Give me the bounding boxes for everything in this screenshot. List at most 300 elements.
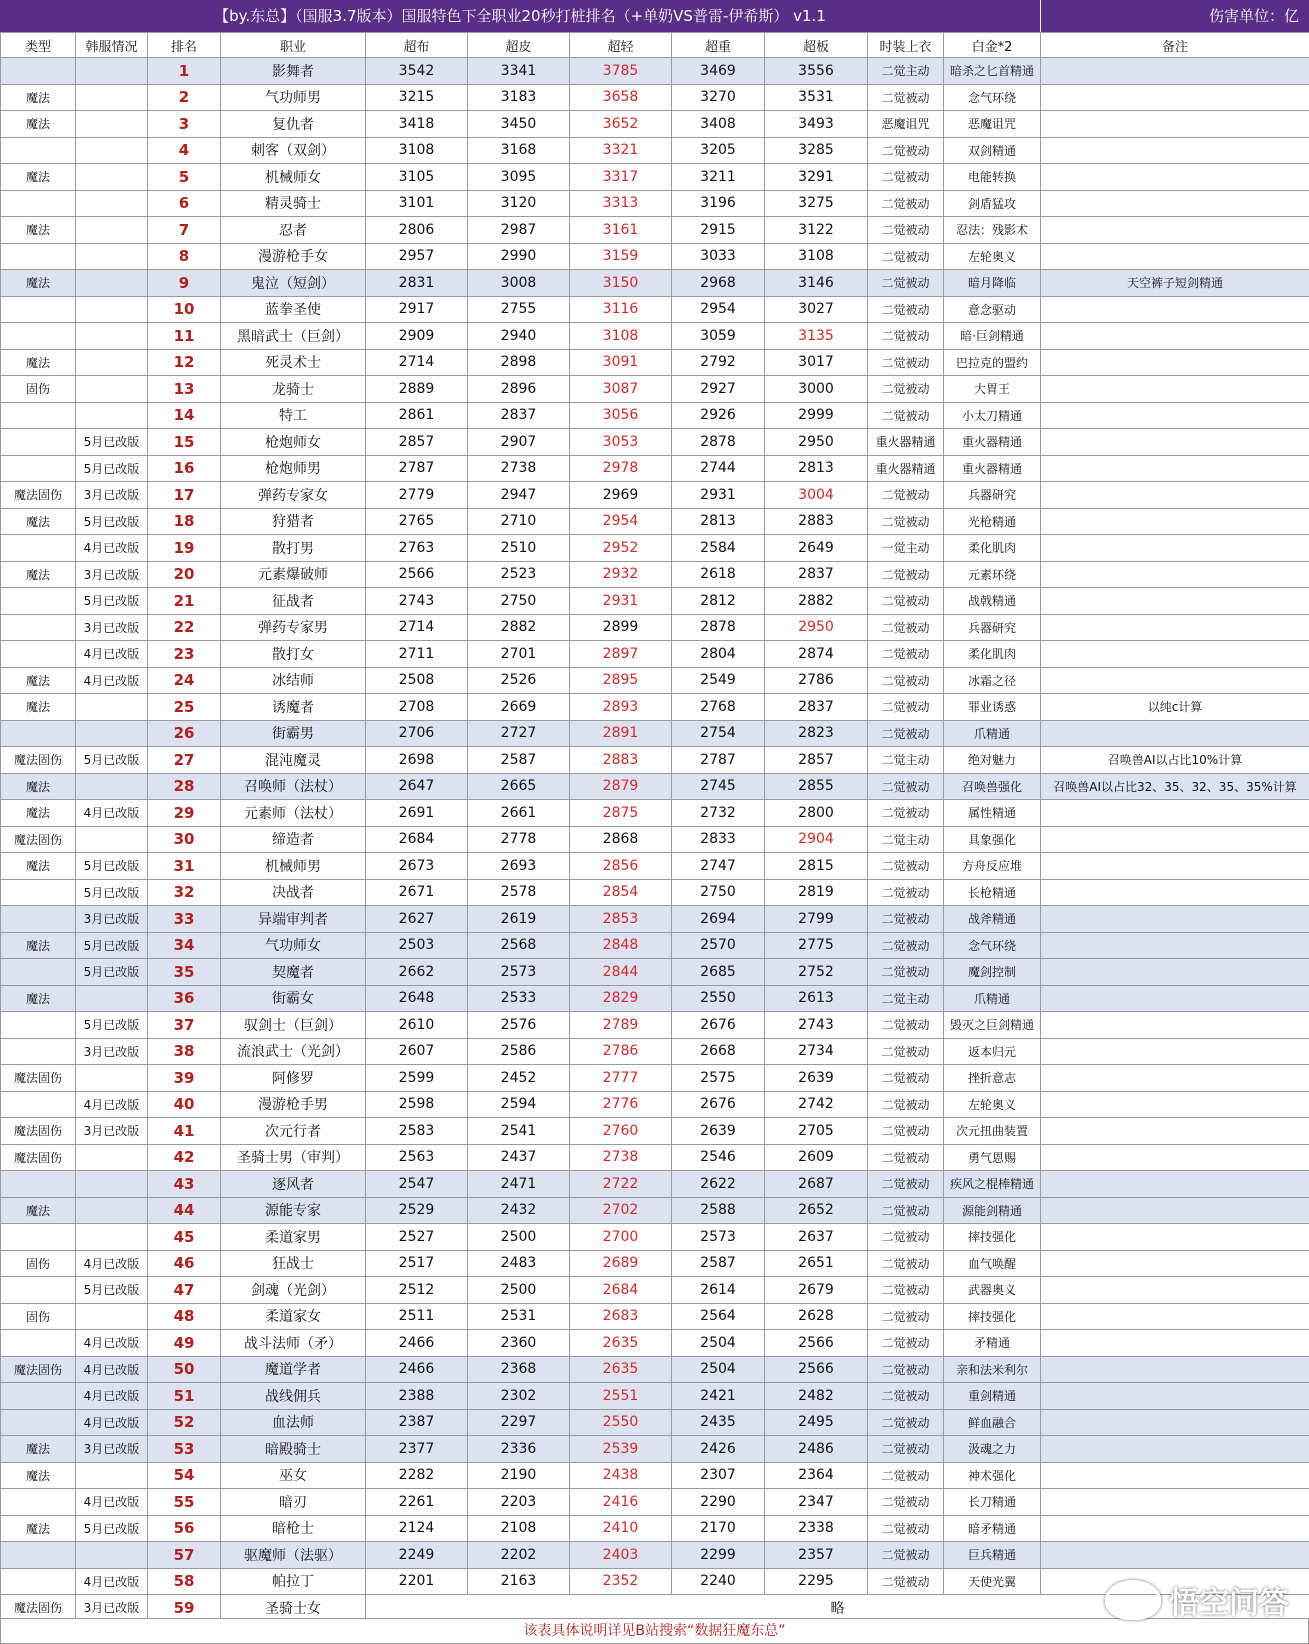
- table-row: [1, 535, 1309, 562]
- cell-cloth: 2806: [366, 217, 468, 244]
- cell-plate: 2752: [765, 959, 868, 986]
- table-row: [1, 1436, 1309, 1463]
- cell-plate: 2775: [765, 932, 868, 959]
- cell-rank: 26: [148, 720, 221, 747]
- cell-kr-status: [76, 773, 148, 800]
- cell-light: 3053: [570, 429, 672, 456]
- cell-platinum: 绝对魅力: [944, 747, 1041, 774]
- cell-note: [1041, 296, 1309, 323]
- table-row: [1, 1383, 1309, 1410]
- cell-coat: 二觉被动: [868, 84, 944, 111]
- cell-heavy: 2927: [672, 376, 765, 403]
- cell-rank: 36: [148, 985, 221, 1012]
- cell-platinum: 双剑精通: [944, 137, 1041, 164]
- cell-note: 天空裤子短剑精通: [1041, 270, 1309, 297]
- cell-coat: 二觉被动: [868, 1250, 944, 1277]
- table-row: [1, 1250, 1309, 1277]
- cell-coat: 二觉被动: [868, 1224, 944, 1251]
- table-row: [1, 1224, 1309, 1251]
- cell-heavy: 2570: [672, 932, 765, 959]
- cell-cloth: 2706: [366, 720, 468, 747]
- cell-coat: 二觉被动: [868, 1330, 944, 1357]
- cell-job: 逐风者: [221, 1171, 366, 1198]
- cell-note: [1041, 561, 1309, 588]
- watermark: [1105, 1578, 1289, 1622]
- cell-rank: 23: [148, 641, 221, 668]
- cell-job: 圣骑士男（审判）: [221, 1144, 366, 1171]
- cell-plate: 2800: [765, 800, 868, 827]
- cell-coat: 二觉被动: [868, 561, 944, 588]
- cell-rank: 12: [148, 349, 221, 376]
- cell-coat: 二觉被动: [868, 482, 944, 509]
- watermark-text: 悟空问答: [1169, 1586, 1289, 1621]
- cell-type: 魔法: [1, 1436, 76, 1463]
- cell-plate: 2705: [765, 1118, 868, 1145]
- cell-coat: 二觉被动: [868, 773, 944, 800]
- cell-type: [1, 588, 76, 615]
- cell-job: 特工: [221, 402, 366, 429]
- table-row: [1, 1091, 1309, 1118]
- cell-cloth: 2627: [366, 906, 468, 933]
- cell-coat: 二觉被动: [868, 402, 944, 429]
- cell-rank: 52: [148, 1409, 221, 1436]
- cell-note: [1041, 1118, 1309, 1145]
- cell-rank: 39: [148, 1065, 221, 1092]
- cell-coat: 二觉被动: [868, 217, 944, 244]
- cell-leather: 2882: [468, 614, 570, 641]
- cell-job: 鬼泣（短剑）: [221, 270, 366, 297]
- cell-job: 精灵骑士: [221, 190, 366, 217]
- cell-job: 死灵术士: [221, 349, 366, 376]
- header-coat: 时装上衣: [868, 33, 944, 58]
- cell-kr-status: [76, 1144, 148, 1171]
- cell-note: [1041, 588, 1309, 615]
- cell-coat: 二觉被动: [868, 1383, 944, 1410]
- cell-type: 魔法固伤: [1, 747, 76, 774]
- cell-plate: 3275: [765, 190, 868, 217]
- cell-rank: 53: [148, 1436, 221, 1463]
- cell-type: [1, 1038, 76, 1065]
- cell-job: 召唤师（法杖）: [221, 773, 366, 800]
- cell-heavy: 2622: [672, 1171, 765, 1198]
- cell-kr-status: 4月已改版: [76, 1250, 148, 1277]
- cell-leather: 2432: [468, 1197, 570, 1224]
- cell-platinum: 矛精通: [944, 1330, 1041, 1357]
- cell-coat: 二觉被动: [868, 1012, 944, 1039]
- cell-kr-status: [76, 694, 148, 721]
- cell-heavy: 2954: [672, 296, 765, 323]
- cell-plate: 2813: [765, 455, 868, 482]
- cell-rank: 13: [148, 376, 221, 403]
- cell-kr-status: 5月已改版: [76, 508, 148, 535]
- cell-plate: 2837: [765, 694, 868, 721]
- cell-light: 3087: [570, 376, 672, 403]
- cell-plate: 2652: [765, 1197, 868, 1224]
- cell-coat: 二觉被动: [868, 1197, 944, 1224]
- cell-rank: 11: [148, 323, 221, 350]
- cell-plate: 2651: [765, 1250, 868, 1277]
- table-row: [1, 1277, 1309, 1304]
- cell-job: 复仇者: [221, 111, 366, 138]
- cell-note: [1041, 217, 1309, 244]
- cell-plate: 2486: [765, 1436, 868, 1463]
- cell-light: 3108: [570, 323, 672, 350]
- cell-cloth: 2691: [366, 800, 468, 827]
- table-row: [1, 429, 1309, 456]
- cell-type: [1, 1171, 76, 1198]
- cell-platinum: 次元扭曲装置: [944, 1118, 1041, 1145]
- cell-plate: 2482: [765, 1383, 868, 1410]
- cell-plate: 2742: [765, 1091, 868, 1118]
- cell-type: 魔法固伤: [1, 482, 76, 509]
- cell-coat: 二觉被动: [868, 1356, 944, 1383]
- cell-type: [1, 323, 76, 350]
- cell-cloth: 2708: [366, 694, 468, 721]
- cell-heavy: 2549: [672, 667, 765, 694]
- cell-rank: 41: [148, 1118, 221, 1145]
- cell-light: 2700: [570, 1224, 672, 1251]
- table-row: [1, 853, 1309, 880]
- cell-heavy: 2926: [672, 402, 765, 429]
- cell-plate: 2364: [765, 1462, 868, 1489]
- cell-type: [1, 402, 76, 429]
- cell-type: 魔法: [1, 349, 76, 376]
- cell-platinum: 摔技强化: [944, 1303, 1041, 1330]
- cell-note: [1041, 1515, 1309, 1542]
- cell-light: 2897: [570, 641, 672, 668]
- cell-heavy: 3205: [672, 137, 765, 164]
- header-type: 类型: [1, 33, 76, 58]
- cell-coat: 二觉被动: [868, 1065, 944, 1092]
- cell-note: 召唤兽AI以占比32、35、32、35、35%计算: [1041, 773, 1309, 800]
- cell-leather: 2202: [468, 1542, 570, 1569]
- cell-cloth: 2547: [366, 1171, 468, 1198]
- cell-kr-status: 5月已改版: [76, 747, 148, 774]
- cell-leather: 2471: [468, 1171, 570, 1198]
- cell-cloth: 2511: [366, 1303, 468, 1330]
- cell-coat: 二觉被动: [868, 614, 944, 641]
- cell-type: 魔法: [1, 694, 76, 721]
- cell-note: [1041, 1224, 1309, 1251]
- cell-rank: 44: [148, 1197, 221, 1224]
- cell-coat: 二觉被动: [868, 853, 944, 880]
- cell-type: 魔法固伤: [1, 1144, 76, 1171]
- cell-leather: 2619: [468, 906, 570, 933]
- cell-cloth: 2466: [366, 1356, 468, 1383]
- cell-coat: 二觉被动: [868, 879, 944, 906]
- cell-platinum: 意念驱动: [944, 296, 1041, 323]
- cell-note: [1041, 1542, 1309, 1569]
- cell-cloth: 2503: [366, 932, 468, 959]
- cell-leather: 2594: [468, 1091, 570, 1118]
- cell-light: 3652: [570, 111, 672, 138]
- cell-job: 次元行者: [221, 1118, 366, 1145]
- cell-kr-status: [76, 84, 148, 111]
- cell-cloth: 2647: [366, 773, 468, 800]
- cell-platinum: 属性精通: [944, 800, 1041, 827]
- cell-kr-status: [76, 111, 148, 138]
- cell-heavy: 3469: [672, 58, 765, 85]
- table-row: [1, 1303, 1309, 1330]
- cell-heavy: 2587: [672, 1250, 765, 1277]
- cell-coat: 二觉被动: [868, 959, 944, 986]
- cell-coat: 二觉被动: [868, 1171, 944, 1198]
- cell-rank: 58: [148, 1568, 221, 1595]
- cell-heavy: 3211: [672, 164, 765, 191]
- cell-leather: 2297: [468, 1409, 570, 1436]
- cell-job: 漫游枪手女: [221, 243, 366, 270]
- cell-light: 2978: [570, 455, 672, 482]
- cell-heavy: 2546: [672, 1144, 765, 1171]
- cell-kr-status: 5月已改版: [76, 932, 148, 959]
- cell-heavy: 2564: [672, 1303, 765, 1330]
- cell-platinum: 大胃王: [944, 376, 1041, 403]
- cell-note: 召唤兽AI以占比10%计算: [1041, 747, 1309, 774]
- table-row: [1, 164, 1309, 191]
- cell-heavy: 2754: [672, 720, 765, 747]
- cell-coat: 二觉被动: [868, 906, 944, 933]
- cell-cloth: 2714: [366, 614, 468, 641]
- cell-job: 龙骑士: [221, 376, 366, 403]
- cell-leather: 2578: [468, 879, 570, 906]
- cell-kr-status: 4月已改版: [76, 1330, 148, 1357]
- ranking-rows: [1, 58, 1309, 1622]
- cell-rank: 17: [148, 482, 221, 509]
- cell-kr-status: 3月已改版: [76, 561, 148, 588]
- cell-rank: 35: [148, 959, 221, 986]
- cell-light: 2760: [570, 1118, 672, 1145]
- cell-platinum: 返本归元: [944, 1038, 1041, 1065]
- cell-heavy: 2744: [672, 455, 765, 482]
- cell-light: 2931: [570, 588, 672, 615]
- cell-leather: 2510: [468, 535, 570, 562]
- cell-leather: 2190: [468, 1462, 570, 1489]
- cell-type: [1, 1330, 76, 1357]
- cell-light: 3785: [570, 58, 672, 85]
- cell-note: [1041, 58, 1309, 85]
- cell-light: 2635: [570, 1330, 672, 1357]
- cell-job: 异端审判者: [221, 906, 366, 933]
- cell-light: 3116: [570, 296, 672, 323]
- cell-rank: 24: [148, 667, 221, 694]
- cell-leather: 2661: [468, 800, 570, 827]
- cell-cloth: 2387: [366, 1409, 468, 1436]
- table-row: [1, 667, 1309, 694]
- cell-note: [1041, 1489, 1309, 1516]
- table-row: [1, 1038, 1309, 1065]
- cell-leather: 2203: [468, 1489, 570, 1516]
- cell-coat: 一觉主动: [868, 535, 944, 562]
- cell-job: 魔道学者: [221, 1356, 366, 1383]
- cell-leather: 2987: [468, 217, 570, 244]
- table-row: [1, 217, 1309, 244]
- cell-type: [1, 1542, 76, 1569]
- cell-platinum: 挫折意志: [944, 1065, 1041, 1092]
- table-row: [1, 482, 1309, 509]
- cell-platinum: 冰霜之径: [944, 667, 1041, 694]
- cell-leather: 2990: [468, 243, 570, 270]
- cell-heavy: 2504: [672, 1356, 765, 1383]
- cell-type: 魔法: [1, 1515, 76, 1542]
- cell-leather: 2755: [468, 296, 570, 323]
- cell-kr-status: [76, 1197, 148, 1224]
- cell-kr-status: 4月已改版: [76, 641, 148, 668]
- cell-leather: 2669: [468, 694, 570, 721]
- cell-rank: 40: [148, 1091, 221, 1118]
- cell-plate: 2904: [765, 826, 868, 853]
- table-row: [1, 111, 1309, 138]
- cell-plate: 3000: [765, 376, 868, 403]
- cell-light: 2539: [570, 1436, 672, 1463]
- cell-leather: 2576: [468, 1012, 570, 1039]
- cell-type: 魔法: [1, 270, 76, 297]
- cell-plate: 3493: [765, 111, 868, 138]
- cell-kr-status: [76, 985, 148, 1012]
- cell-job: 弹药专家女: [221, 482, 366, 509]
- cell-plate: 2566: [765, 1356, 868, 1383]
- cell-light: 2738: [570, 1144, 672, 1171]
- cell-note: [1041, 1277, 1309, 1304]
- cell-note: [1041, 720, 1309, 747]
- cell-job: 元素爆破师: [221, 561, 366, 588]
- cell-type: 魔法: [1, 508, 76, 535]
- cell-light: 3321: [570, 137, 672, 164]
- cell-leather: 2587: [468, 747, 570, 774]
- cell-job: 诱魔者: [221, 694, 366, 721]
- cell-job: 元素师（法杖）: [221, 800, 366, 827]
- cell-type: 魔法: [1, 773, 76, 800]
- cell-note: [1041, 1356, 1309, 1383]
- cell-note: [1041, 455, 1309, 482]
- header-cloth: 超布: [366, 33, 468, 58]
- cell-note: [1041, 800, 1309, 827]
- cell-plate: 2613: [765, 985, 868, 1012]
- cell-note: [1041, 853, 1309, 880]
- cell-job: 机械师女: [221, 164, 366, 191]
- cell-rank: 21: [148, 588, 221, 615]
- cell-leather: 2437: [468, 1144, 570, 1171]
- cell-type: [1, 535, 76, 562]
- cell-leather: 2750: [468, 588, 570, 615]
- cell-light: 2895: [570, 667, 672, 694]
- cell-kr-status: 5月已改版: [76, 853, 148, 880]
- cell-cloth: 2598: [366, 1091, 468, 1118]
- cell-job: 驱魔师（法驱）: [221, 1542, 366, 1569]
- cell-note: [1041, 1462, 1309, 1489]
- cell-kr-status: 5月已改版: [76, 1012, 148, 1039]
- cell-type: 魔法: [1, 853, 76, 880]
- cell-light: 2954: [570, 508, 672, 535]
- cell-leather: 2710: [468, 508, 570, 535]
- table-row: [1, 402, 1309, 429]
- cell-light: 2891: [570, 720, 672, 747]
- cell-cloth: 2261: [366, 1489, 468, 1516]
- cell-note: [1041, 826, 1309, 853]
- cell-leather: 2108: [468, 1515, 570, 1542]
- cell-cloth: 2517: [366, 1250, 468, 1277]
- cell-kr-status: 4月已改版: [76, 535, 148, 562]
- cell-note: [1041, 614, 1309, 641]
- ranking-table: [0, 32, 1309, 1622]
- cell-cloth: 3108: [366, 137, 468, 164]
- cell-plate: 3291: [765, 164, 868, 191]
- cell-cloth: 2857: [366, 429, 468, 456]
- cell-note: [1041, 1038, 1309, 1065]
- cell-cloth: 3215: [366, 84, 468, 111]
- cell-light: 2352: [570, 1568, 672, 1595]
- cell-coat: 二觉主动: [868, 985, 944, 1012]
- cell-job: 缔造者: [221, 826, 366, 853]
- cell-light: 2683: [570, 1303, 672, 1330]
- cell-leather: 2940: [468, 323, 570, 350]
- cell-note: 以纯c计算: [1041, 694, 1309, 721]
- cell-plate: 2743: [765, 1012, 868, 1039]
- cell-heavy: 2573: [672, 1224, 765, 1251]
- cell-job: 流浪武士（光剑）: [221, 1038, 366, 1065]
- table-row: [1, 641, 1309, 668]
- cell-rank: 33: [148, 906, 221, 933]
- cell-rank: 59: [148, 1595, 221, 1622]
- sheet-title: 【by.东总】（国服3.7版本）国服特色下全职业20秒打桩排名（+单奶VS普雷-伊希斯） v1.1: [0, 0, 1041, 32]
- header-rank: 排名: [148, 33, 221, 58]
- cell-coat: 二觉被动: [868, 323, 944, 350]
- cell-job: 冰结师: [221, 667, 366, 694]
- table-row: [1, 1356, 1309, 1383]
- cell-note: [1041, 932, 1309, 959]
- table-row: [1, 1462, 1309, 1489]
- cell-kr-status: [76, 1462, 148, 1489]
- cell-type: [1, 1409, 76, 1436]
- cell-note: [1041, 959, 1309, 986]
- cell-job: 狩猎者: [221, 508, 366, 535]
- cell-kr-status: 3月已改版: [76, 1038, 148, 1065]
- cell-light: 2969: [570, 482, 672, 509]
- cell-rank: 49: [148, 1330, 221, 1357]
- cell-platinum: 鲜血融合: [944, 1409, 1041, 1436]
- cell-kr-status: 4月已改版: [76, 1409, 148, 1436]
- cell-platinum: 具象强化: [944, 826, 1041, 853]
- cell-kr-status: [76, 137, 148, 164]
- cell-heavy: 2915: [672, 217, 765, 244]
- cell-leather: 2665: [468, 773, 570, 800]
- table-row: [1, 1144, 1309, 1171]
- cell-job: 黑暗武士（巨剑）: [221, 323, 366, 350]
- cell-type: 魔法固伤: [1, 1356, 76, 1383]
- cell-cloth: 2249: [366, 1542, 468, 1569]
- cell-leather: 2302: [468, 1383, 570, 1410]
- cell-plate: 2357: [765, 1542, 868, 1569]
- table-row: [1, 455, 1309, 482]
- cell-job: 血法师: [221, 1409, 366, 1436]
- cell-job: 圣骑士女: [221, 1595, 366, 1622]
- cell-coat: 二觉被动: [868, 667, 944, 694]
- cell-job: 暗枪士: [221, 1515, 366, 1542]
- cell-note: [1041, 164, 1309, 191]
- cell-leather: 2701: [468, 641, 570, 668]
- cell-light: 3159: [570, 243, 672, 270]
- cell-type: [1, 243, 76, 270]
- cell-leather: 2163: [468, 1568, 570, 1595]
- cell-coat: 二觉被动: [868, 1462, 944, 1489]
- cell-light: 2853: [570, 906, 672, 933]
- cell-platinum: 战斧精通: [944, 906, 1041, 933]
- cell-rank: 27: [148, 747, 221, 774]
- cell-rank: 8: [148, 243, 221, 270]
- cell-heavy: 2435: [672, 1409, 765, 1436]
- cell-coat: 二觉被动: [868, 1277, 944, 1304]
- cell-rank: 37: [148, 1012, 221, 1039]
- cell-coat: 二觉被动: [868, 243, 944, 270]
